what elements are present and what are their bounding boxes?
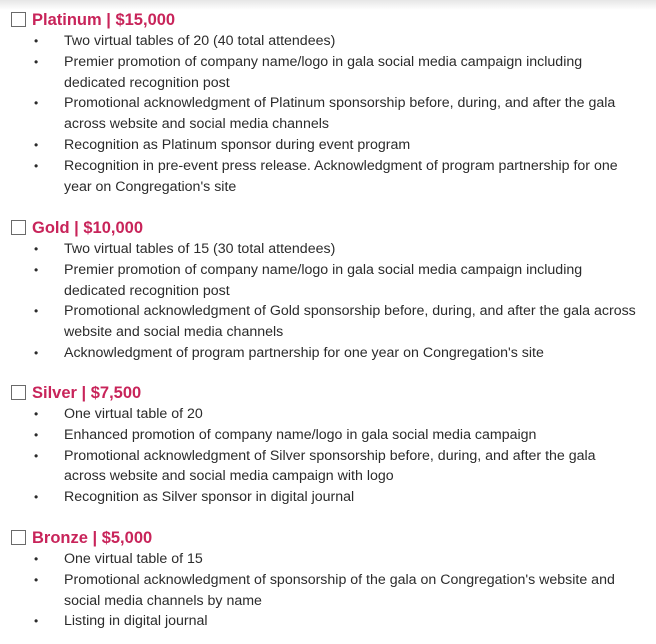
tier-title: Silver | $7,500 <box>32 384 142 402</box>
tier-checkbox[interactable] <box>11 385 26 400</box>
bullet-icon: • <box>34 407 39 421</box>
benefit-item <box>0 31 656 52</box>
tier-platinum <box>0 9 656 197</box>
benefit-list <box>0 239 656 364</box>
bullet-icon: • <box>34 158 39 173</box>
bullet-icon: • <box>34 490 39 505</box>
tier-header <box>0 527 656 549</box>
tier-checkbox[interactable] <box>11 12 26 27</box>
benefit-text: Recognition as Silver sponsor in digital journal <box>64 489 355 506</box>
bullet-icon: • <box>34 96 39 111</box>
tier-silver <box>0 382 656 508</box>
benefit-item <box>0 404 656 425</box>
benefit-text: Listing in digital journal <box>64 613 208 630</box>
tier-checkbox[interactable] <box>11 530 26 545</box>
tier-gold <box>0 217 656 364</box>
tier-title: Bronze | $5,000 <box>32 529 153 547</box>
benefit-text: Enhanced promotion of company name/logo in gala social media campaign <box>64 426 537 443</box>
benefit-item <box>0 135 656 156</box>
benefit-text: One virtual table of 20 <box>64 406 203 422</box>
tier-title: Gold | $10,000 <box>32 219 144 237</box>
benefit-item <box>0 446 656 488</box>
bullet-icon: • <box>34 34 39 48</box>
bullet-icon: • <box>34 572 39 587</box>
bullet-icon: • <box>34 262 39 277</box>
bullet-icon: • <box>34 614 39 629</box>
benefit-text: Premier promotion of company name/logo in gala social media campaign including dedicated recognition post <box>64 261 583 299</box>
benefit-item <box>0 487 656 508</box>
tier-checkbox[interactable] <box>11 220 26 235</box>
benefit-text: Recognition as Platinum sponsor during event program <box>64 136 411 153</box>
benefit-item <box>0 425 656 446</box>
benefit-text: Two virtual tables of 15 (30 total attendees) <box>64 241 336 257</box>
benefit-text: Two virtual tables of 20 (40 total attendees) <box>64 33 336 49</box>
bullet-icon: • <box>34 304 39 319</box>
benefit-item <box>0 570 656 612</box>
bullet-icon: • <box>34 137 39 152</box>
benefit-text: One virtual table of 15 <box>64 551 203 567</box>
bullet-icon: • <box>34 345 39 360</box>
benefit-text: Recognition in pre-event press release. Acknowledgment of program partnership for one year on Congregation's site <box>64 157 618 195</box>
benefit-text: Promotional acknowledgment of Platinum sponsorship before, during, and after the gala across website and social media channels <box>64 95 616 133</box>
tier-title: Platinum | $15,000 <box>32 11 176 29</box>
tier-bronze <box>0 527 656 632</box>
benefit-item <box>0 611 656 632</box>
benefit-list <box>0 549 656 632</box>
bullet-icon: • <box>34 448 39 463</box>
benefit-item <box>0 239 656 260</box>
benefit-item <box>0 343 656 364</box>
benefit-text: Promotional acknowledgment of Gold sponsorship before, during, and after the gala across website and social media channels <box>64 303 636 341</box>
bullet-icon: • <box>34 427 39 442</box>
bullet-icon: • <box>34 54 39 69</box>
bullet-icon: • <box>34 552 39 566</box>
benefit-text: Promotional acknowledgment of Silver sponsorship before, during, and after the gala across website and social media campaign with logo <box>64 447 596 485</box>
benefit-item <box>0 93 656 135</box>
benefit-text: Premier promotion of company name/logo in gala social media campaign including dedicated recognition post <box>64 53 583 91</box>
benefit-item <box>0 52 656 94</box>
tier-header <box>0 217 656 239</box>
benefit-item <box>0 301 656 343</box>
benefit-list <box>0 404 656 508</box>
benefit-item <box>0 156 656 198</box>
benefit-list <box>0 31 656 197</box>
benefit-item <box>0 260 656 302</box>
benefit-text: Acknowledgment of program partnership for one year on Congregation's site <box>64 344 544 361</box>
benefit-text: Promotional acknowledgment of sponsorship of the gala on Congregation's website and social media channels by name <box>64 571 615 609</box>
tier-header <box>0 382 656 404</box>
bullet-icon: • <box>34 242 39 256</box>
benefit-item <box>0 549 656 570</box>
tier-header <box>0 9 656 31</box>
